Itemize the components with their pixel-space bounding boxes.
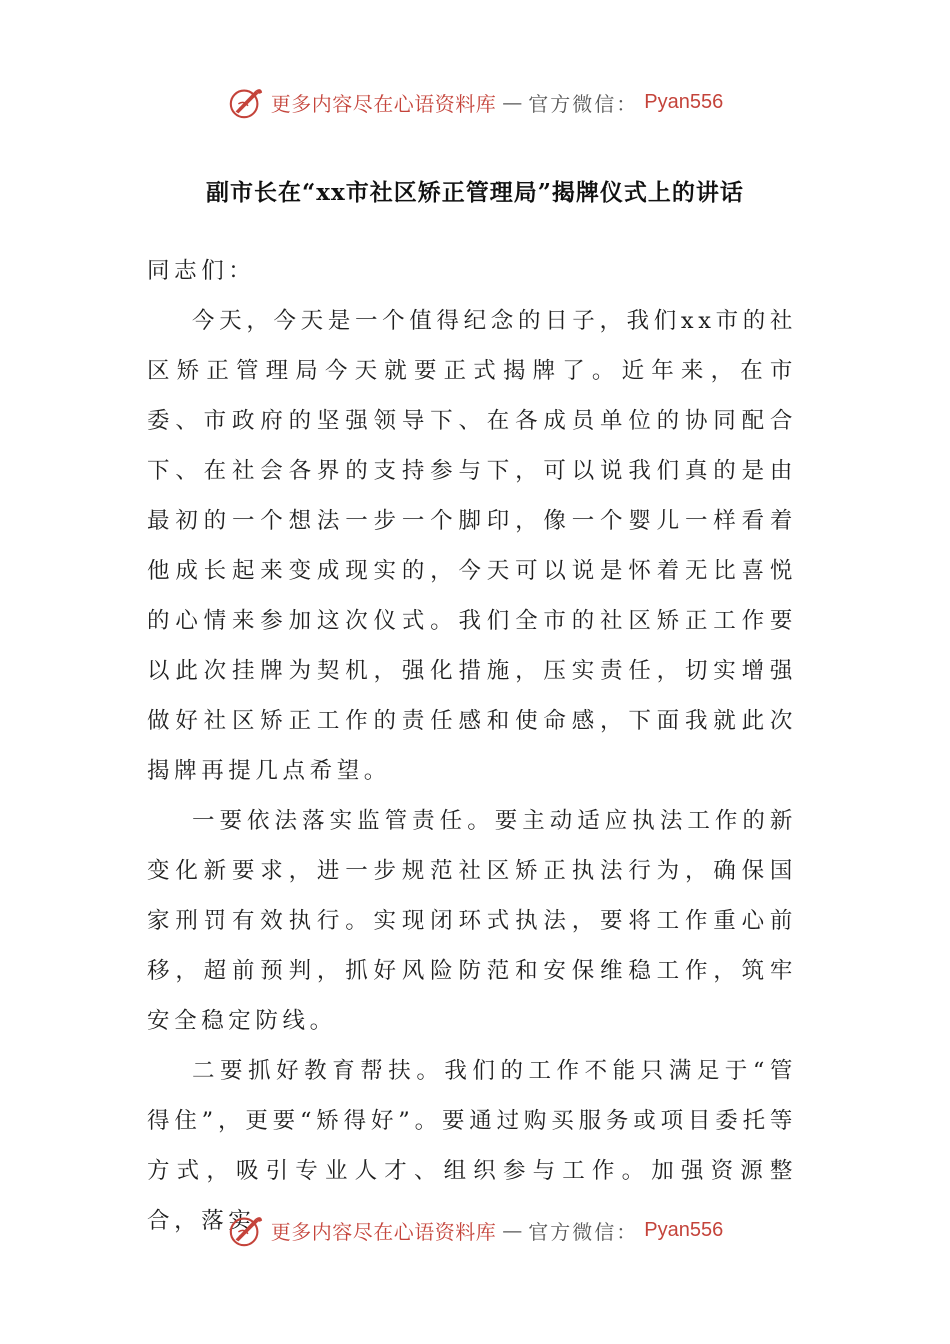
paragraph: 二要抓好教育帮扶。我们的工作不能只满足于“管得住”，更要“矫得好”。要通过购买服务或项目委托等方式，吸引专业人才、组织参与工作。加强资源整合，落实	[147, 1058, 797, 1234]
quill-pen-seal-icon	[227, 1211, 265, 1249]
document-title: 副市长在“xx市社区矫正管理局”揭牌仪式上的讲话	[206, 179, 744, 206]
banner-official-label: 官方微信：	[528, 91, 639, 116]
document-body	[147, 246, 797, 1246]
banner-official-label: 官方微信：	[528, 1219, 639, 1244]
footer-banner	[0, 1208, 950, 1252]
banner-separator: —	[502, 90, 523, 114]
banner-brand-text: 更多内容尽在心语资料库	[270, 91, 497, 116]
paragraph: 今天，今天是一个值得纪念的日子，我们xx市的社区矫正管理局今天就要正式揭牌了。近年来，在市委、市政府的坚强领导下、在各成员单位的协同配合下、在社会各界的支持参与下，可以说我们真的是由最初的一个想法一步一个脚印，像一个婴儿一样看着他成长起来变成现实的，今天可以说是怀着无比喜悦的心情来参加这次仪式。我们全市的社区矫正工作要以此次挂牌为契机，强化措施，压实责任，切实增强做好社区矫正工作的责任感和使命感，下面我就此次揭牌再提几点希望。	[147, 308, 797, 784]
banner-wechat-id: Pyan556	[644, 90, 724, 113]
banner-wechat-id: Pyan556	[644, 1218, 724, 1241]
paragraph: 一要依法落实监管责任。要主动适应执法工作的新变化新要求，进一步规范社区矫正执法行为，确保国家刑罚有效执行。实现闭环式执法，要将工作重心前移，超前预判，抓好风险防范和安保维稳工作，筑牢安全稳定防线。	[147, 808, 797, 1034]
banner-separator: —	[502, 1218, 523, 1242]
quill-pen-seal-icon	[227, 83, 265, 121]
banner-brand-text: 更多内容尽在心语资料库	[270, 1219, 497, 1244]
salutation: 同志们：	[147, 258, 256, 284]
header-banner	[0, 80, 950, 124]
